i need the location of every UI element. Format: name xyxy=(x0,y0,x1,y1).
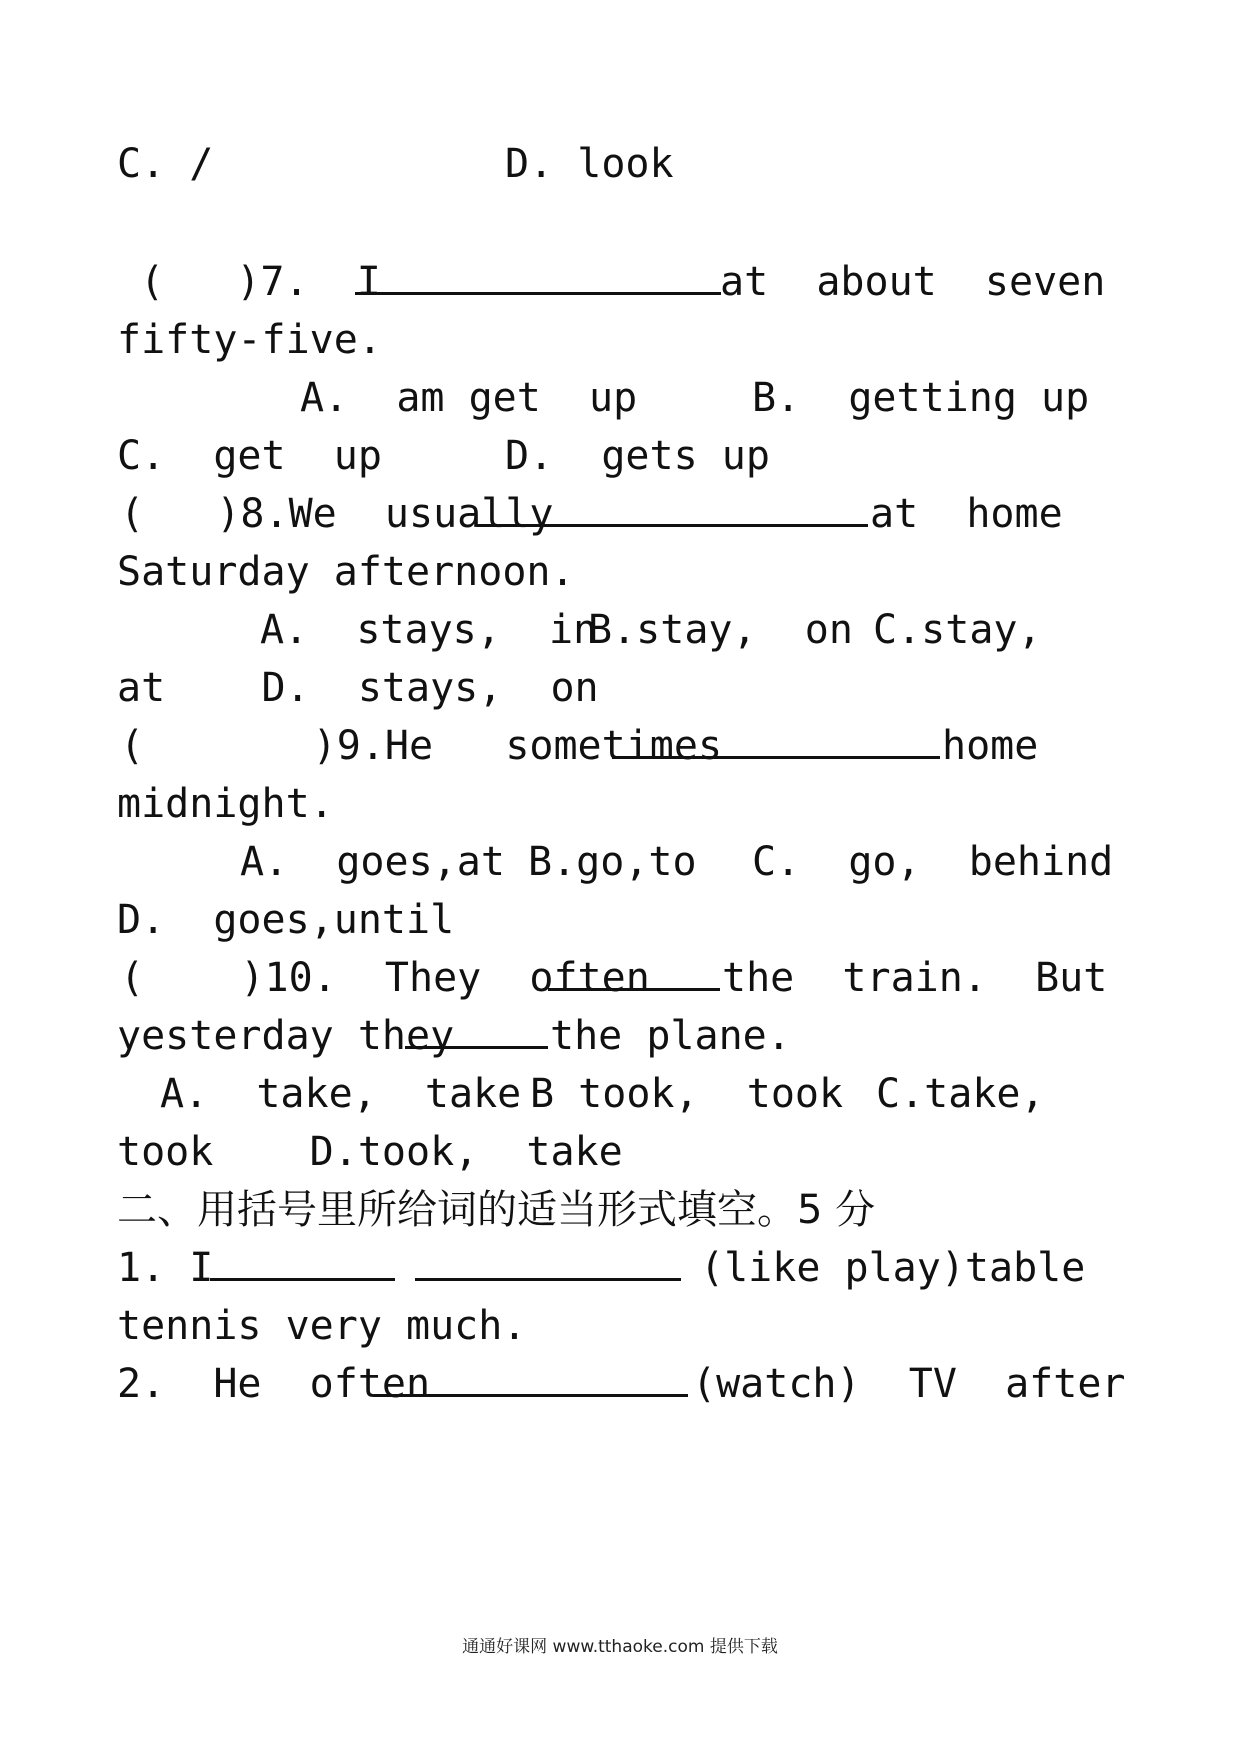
q7-number: ( )7. I xyxy=(140,259,381,305)
q9-option-c: C. go, behind xyxy=(752,839,1114,885)
q9-option-d: D. goes,until xyxy=(117,897,455,943)
q10-text-line2-start: yesterday they xyxy=(117,1013,455,1059)
q8-option-b: B.stay, on xyxy=(588,607,853,653)
section2-item1-blank-2[interactable] xyxy=(415,1244,681,1292)
q7-text: at about seven xyxy=(720,259,1106,305)
section2-item2-number: 2. He often xyxy=(117,1361,431,1407)
q9-text: home xyxy=(942,723,1039,769)
q10-option-b: B took, took xyxy=(530,1071,844,1117)
q8-option-a: A. stays, in xyxy=(260,607,598,653)
q8-answer-blank[interactable] xyxy=(476,490,868,538)
section2-item1-blank-1[interactable] xyxy=(210,1244,395,1292)
q10-option-d-line: took D.took, take xyxy=(117,1129,623,1175)
q7-text-line2: fifty-five. xyxy=(117,317,382,363)
q8-number: ( )8.We usually xyxy=(120,491,554,537)
q10-answer-blank-1[interactable] xyxy=(548,954,720,1002)
q8-option-d-line: at D. stays, on xyxy=(117,665,599,711)
q9-answer-blank[interactable] xyxy=(612,722,940,770)
q7-option-a: A. am get up xyxy=(300,375,638,421)
section2-item1-number: 1. I xyxy=(117,1245,214,1291)
section2-item2-hint: (watch) TV after xyxy=(692,1361,1126,1407)
q10-text-line2-end: the plane. xyxy=(550,1013,791,1059)
section2-item2-blank[interactable] xyxy=(374,1360,688,1408)
q7-option-b: B. getting up xyxy=(752,375,1090,421)
q10-text: the train. But xyxy=(722,955,1108,1001)
q9-text-line2: midnight. xyxy=(117,781,334,827)
q10-answer-blank-2[interactable] xyxy=(405,1012,548,1060)
q6-option-c: C. / xyxy=(117,141,214,187)
q9-number: ( )9.He sometimes xyxy=(120,723,723,769)
q8-option-c: C.stay, xyxy=(873,607,1042,653)
q7-option-d: D. gets up xyxy=(505,433,770,479)
page-footer: 通通好课网 www.tthaoke.com 提供下载 xyxy=(462,1637,778,1657)
q7-option-c: C. get up xyxy=(117,433,382,479)
q6-option-d: D. look xyxy=(505,141,674,187)
q10-number: ( )10. They often xyxy=(120,955,650,1001)
q8-text-line2: Saturday afternoon. xyxy=(117,549,575,595)
q8-text: at home xyxy=(870,491,1063,537)
q10-option-a: A. take, take xyxy=(160,1071,522,1117)
section2-item1-hint: (like play)table xyxy=(700,1245,1086,1291)
q7-answer-blank[interactable] xyxy=(355,258,721,306)
q9-option-b: B.go,to xyxy=(528,839,697,885)
section2-heading: 二、用括号里所给词的适当形式填空。5 分 xyxy=(117,1187,876,1233)
q10-option-c: C.take, xyxy=(876,1071,1045,1117)
q9-option-a: A. goes,at xyxy=(240,839,505,885)
section2-item1-line2: tennis very much. xyxy=(117,1303,527,1349)
